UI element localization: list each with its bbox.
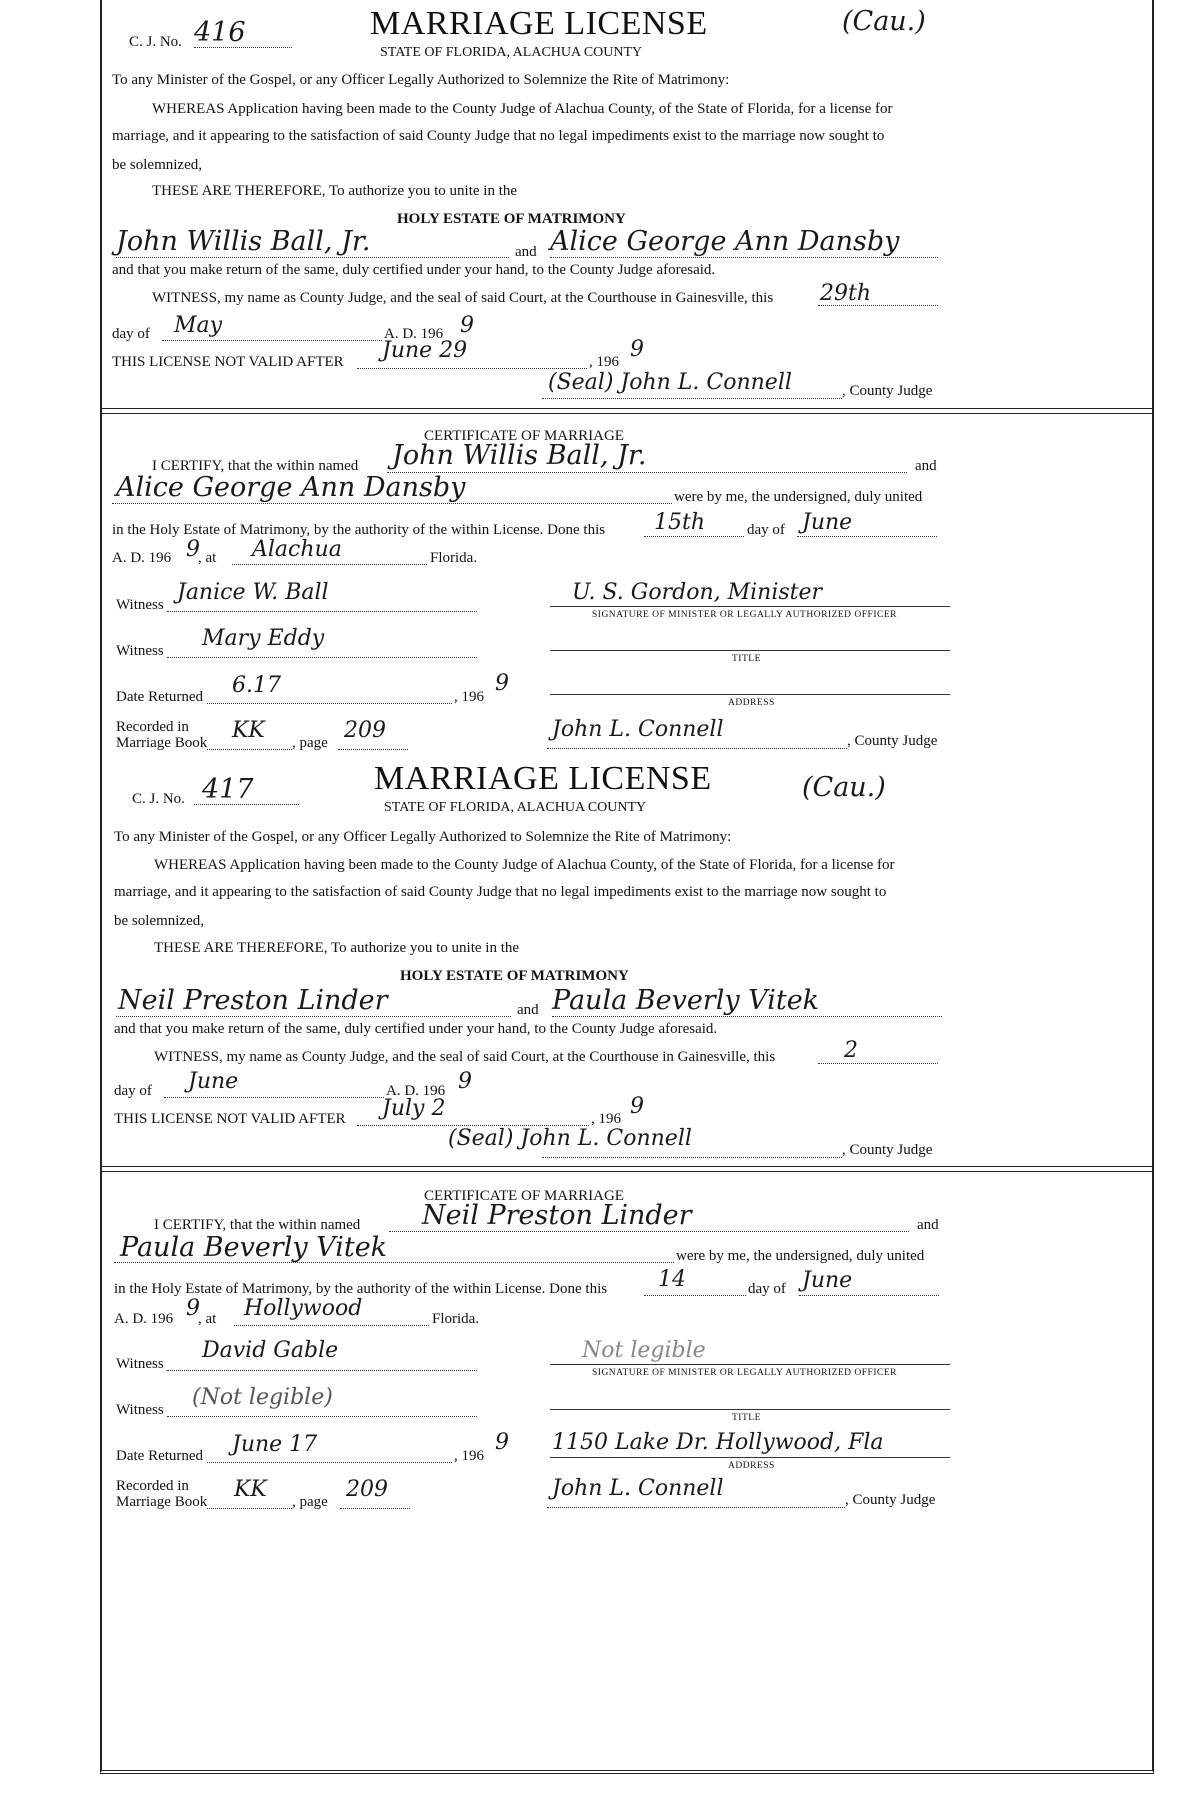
done-month: June (802, 1268, 853, 1293)
cert-ad-label: A. D. 196 (114, 1311, 174, 1327)
and-label: and (515, 244, 537, 260)
cert-ad-year: 9 (186, 537, 200, 562)
witness-2-signature: (Not legible) (192, 1385, 333, 1410)
whereas-line-2: marriage, and it appearing to the satisfaction of said County Judge that no legal impediments exist to the marriage now sought to (114, 884, 887, 900)
certify-label: I CERTIFY, that the within named (154, 1217, 361, 1233)
united-label: were by me, the undersigned, duly united (676, 1248, 925, 1264)
certificate-bride: Paula Beverly Vitek (120, 1232, 388, 1263)
certificate-and: and (915, 458, 937, 474)
date-returned-value: 6.17 (232, 673, 281, 698)
witness-1-label: Witness (116, 597, 164, 613)
bride-name: Paula Beverly Vitek (552, 985, 820, 1016)
address-caption: ADDRESS (728, 698, 775, 708)
cert-ad-year: 9 (186, 1296, 200, 1321)
certificate-groom: Neil Preston Linder (422, 1200, 692, 1231)
not-valid-date: July 2 (382, 1096, 446, 1121)
signature-caption: SIGNATURE OF MINISTER OR LEGALLY AUTHORIZED OFFICER (592, 1368, 897, 1378)
done-day: 15th (654, 510, 706, 535)
not-valid-year: 9 (630, 1094, 644, 1119)
certificate-and: and (917, 1217, 939, 1233)
ad-year: 9 (460, 313, 474, 338)
united-label: were by me, the undersigned, duly united (674, 489, 923, 505)
cert-ad-label: A. D. 196 (112, 550, 172, 566)
document-page (100, 0, 1154, 1774)
day-of-label: day of (747, 522, 785, 538)
license-month: May (174, 313, 223, 338)
book-value: KK (232, 718, 265, 743)
to-line: To any Minister of the Gospel, or any Officer Legally Authorized to Solemnize the Rite of Matrimony: (112, 72, 730, 88)
certify-label: I CERTIFY, that the within named (152, 458, 359, 474)
cj-number-label: C. J. No. (132, 791, 185, 807)
whereas-line-3: be solemnized, (114, 913, 204, 929)
license-month: June (188, 1069, 239, 1094)
recorded-in-label: Recorded in (116, 1478, 189, 1494)
holy-estate-heading: HOLY ESTATE OF MATRIMONY (397, 211, 626, 227)
title-caption: TITLE (732, 1413, 761, 1423)
marriage-book-label: Marriage Book (116, 1494, 208, 1510)
page-label: , page (292, 1494, 328, 1510)
groom-name: Neil Preston Linder (118, 985, 388, 1016)
whereas-line-1: WHEREAS Application having been made to the County Judge of Alachua County, of the State of Florida, for a license for (154, 857, 895, 873)
book-value: KK (234, 1477, 267, 1502)
witness-1-label: Witness (116, 1356, 164, 1372)
date-returned-value: June 17 (232, 1432, 318, 1457)
ad-label: A. D. 196 (384, 326, 444, 342)
license-subtitle: STATE OF FLORIDA, ALACHUA COUNTY (380, 45, 643, 60)
not-valid-year-label: , 196 (591, 1111, 621, 1127)
county-judge-label: , County Judge (842, 383, 933, 399)
not-valid-label: THIS LICENSE NOT VALID AFTER (114, 1111, 346, 1127)
license-title: MARRIAGE LICENSE (370, 5, 708, 42)
witness-line: WITNESS, my name as County Judge, and the seal of said Court, at the Courthouse in Gainesville, this (152, 290, 774, 306)
day-of-label: day of (114, 1083, 152, 1099)
county-judge-signature: (Seal) John L. Connell (548, 370, 792, 395)
returned-year: 9 (495, 1430, 509, 1455)
address-caption: ADDRESS (728, 1461, 775, 1471)
margin-note: (Cau.) (842, 6, 926, 37)
returned-year: 9 (495, 671, 509, 696)
not-valid-date: June 29 (382, 338, 468, 363)
marriage-place: Alachua (252, 537, 342, 562)
and-label: and (517, 1002, 539, 1018)
marriage-book-label: Marriage Book (116, 735, 208, 751)
holy-line: in the Holy Estate of Matrimony, by the authority of the within License. Done this (112, 522, 606, 538)
cj-number-value: 417 (202, 774, 254, 805)
not-valid-label: THIS LICENSE NOT VALID AFTER (112, 354, 344, 370)
witness-2-label: Witness (116, 643, 164, 659)
officiant-signature: Not legible (582, 1338, 706, 1363)
page-label: , page (292, 735, 328, 751)
address-value: 1150 Lake Dr. Hollywood, Fla (552, 1430, 884, 1455)
license-title: MARRIAGE LICENSE (374, 760, 712, 797)
title-caption: TITLE (732, 654, 761, 664)
witness-2-label: Witness (116, 1402, 164, 1418)
county-judge-signature: (Seal) John L. Connell (448, 1126, 692, 1151)
done-month: June (802, 510, 853, 535)
witness-1-signature: David Gable (202, 1338, 339, 1363)
witness-line: WITNESS, my name as County Judge, and the seal of said Court, at the Courthouse in Gainesville, this (154, 1049, 776, 1065)
ad-label: A. D. 196 (386, 1083, 446, 1099)
to-line: To any Minister of the Gospel, or any Officer Legally Authorized to Solemnize the Rite of Matrimony: (114, 829, 732, 845)
day-of-label: day of (112, 326, 150, 342)
section-divider (102, 1166, 1152, 1172)
recorded-in-label: Recorded in (116, 719, 189, 735)
cert-judge-label: , County Judge (847, 733, 938, 749)
returned-year-label: , 196 (454, 1448, 484, 1464)
bride-name: Alice George Ann Dansby (550, 226, 900, 257)
day-of-label: day of (748, 1281, 786, 1297)
holy-estate-heading: HOLY ESTATE OF MATRIMONY (400, 968, 629, 984)
certificate-heading: CERTIFICATE OF MARRIAGE (424, 1188, 624, 1204)
witness-1-signature: Janice W. Ball (177, 580, 329, 605)
county-judge-label: , County Judge (842, 1142, 933, 1158)
margin-note: (Cau.) (802, 772, 886, 803)
cert-judge-signature: John L. Connell (552, 717, 724, 742)
at-label: , at (198, 550, 217, 566)
florida-label: Florida. (430, 550, 478, 566)
page-value: 209 (344, 718, 386, 743)
florida-label: Florida. (432, 1311, 480, 1327)
returned-year-label: , 196 (454, 689, 484, 705)
groom-name: John Willis Ball, Jr. (116, 226, 371, 257)
certificate-groom: John Willis Ball, Jr. (392, 440, 647, 471)
not-valid-year-label: , 196 (589, 354, 619, 370)
witness-2-signature: Mary Eddy (202, 626, 325, 651)
whereas-line-3: be solemnized, (112, 157, 202, 173)
officiant-signature: U. S. Gordon, Minister (572, 580, 823, 605)
license-day: 29th (820, 281, 872, 306)
return-line: and that you make return of the same, duly certified under your hand, to the County Judge aforesaid. (114, 1021, 718, 1037)
cj-number-label: C. J. No. (129, 34, 182, 50)
certificate-bride: Alice George Ann Dansby (116, 472, 466, 503)
holy-line: in the Holy Estate of Matrimony, by the authority of the within License. Done this (114, 1281, 608, 1297)
license-day: 2 (844, 1038, 858, 1063)
therefore-line: THESE ARE THEREFORE, To authorize you to unite in the (154, 940, 520, 956)
certificate-heading: CERTIFICATE OF MARRIAGE (424, 428, 624, 444)
date-returned-label: Date Returned (116, 689, 204, 705)
cert-judge-signature: John L. Connell (552, 1476, 724, 1501)
ad-year: 9 (458, 1069, 472, 1094)
cj-number-value: 416 (194, 17, 246, 48)
whereas-line-2: marriage, and it appearing to the satisfaction of said County Judge that no legal impediments exist to the marriage now sought to (112, 128, 885, 144)
date-returned-label: Date Returned (116, 1448, 204, 1464)
done-day: 14 (658, 1267, 686, 1292)
section-divider (102, 408, 1152, 414)
marriage-place: Hollywood (244, 1296, 363, 1321)
return-line: and that you make return of the same, duly certified under your hand, to the County Judge aforesaid. (112, 262, 716, 278)
whereas-line-1: WHEREAS Application having been made to the County Judge of Alachua County, of the State of Florida, for a license for (152, 101, 893, 117)
at-label: , at (198, 1311, 217, 1327)
page-value: 209 (346, 1477, 388, 1502)
license-subtitle: STATE OF FLORIDA, ALACHUA COUNTY (384, 800, 647, 815)
signature-caption: SIGNATURE OF MINISTER OR LEGALLY AUTHORIZED OFFICER (592, 610, 897, 620)
cert-judge-label: , County Judge (845, 1492, 936, 1508)
not-valid-year: 9 (630, 337, 644, 362)
therefore-line: THESE ARE THEREFORE, To authorize you to unite in the (152, 183, 518, 199)
